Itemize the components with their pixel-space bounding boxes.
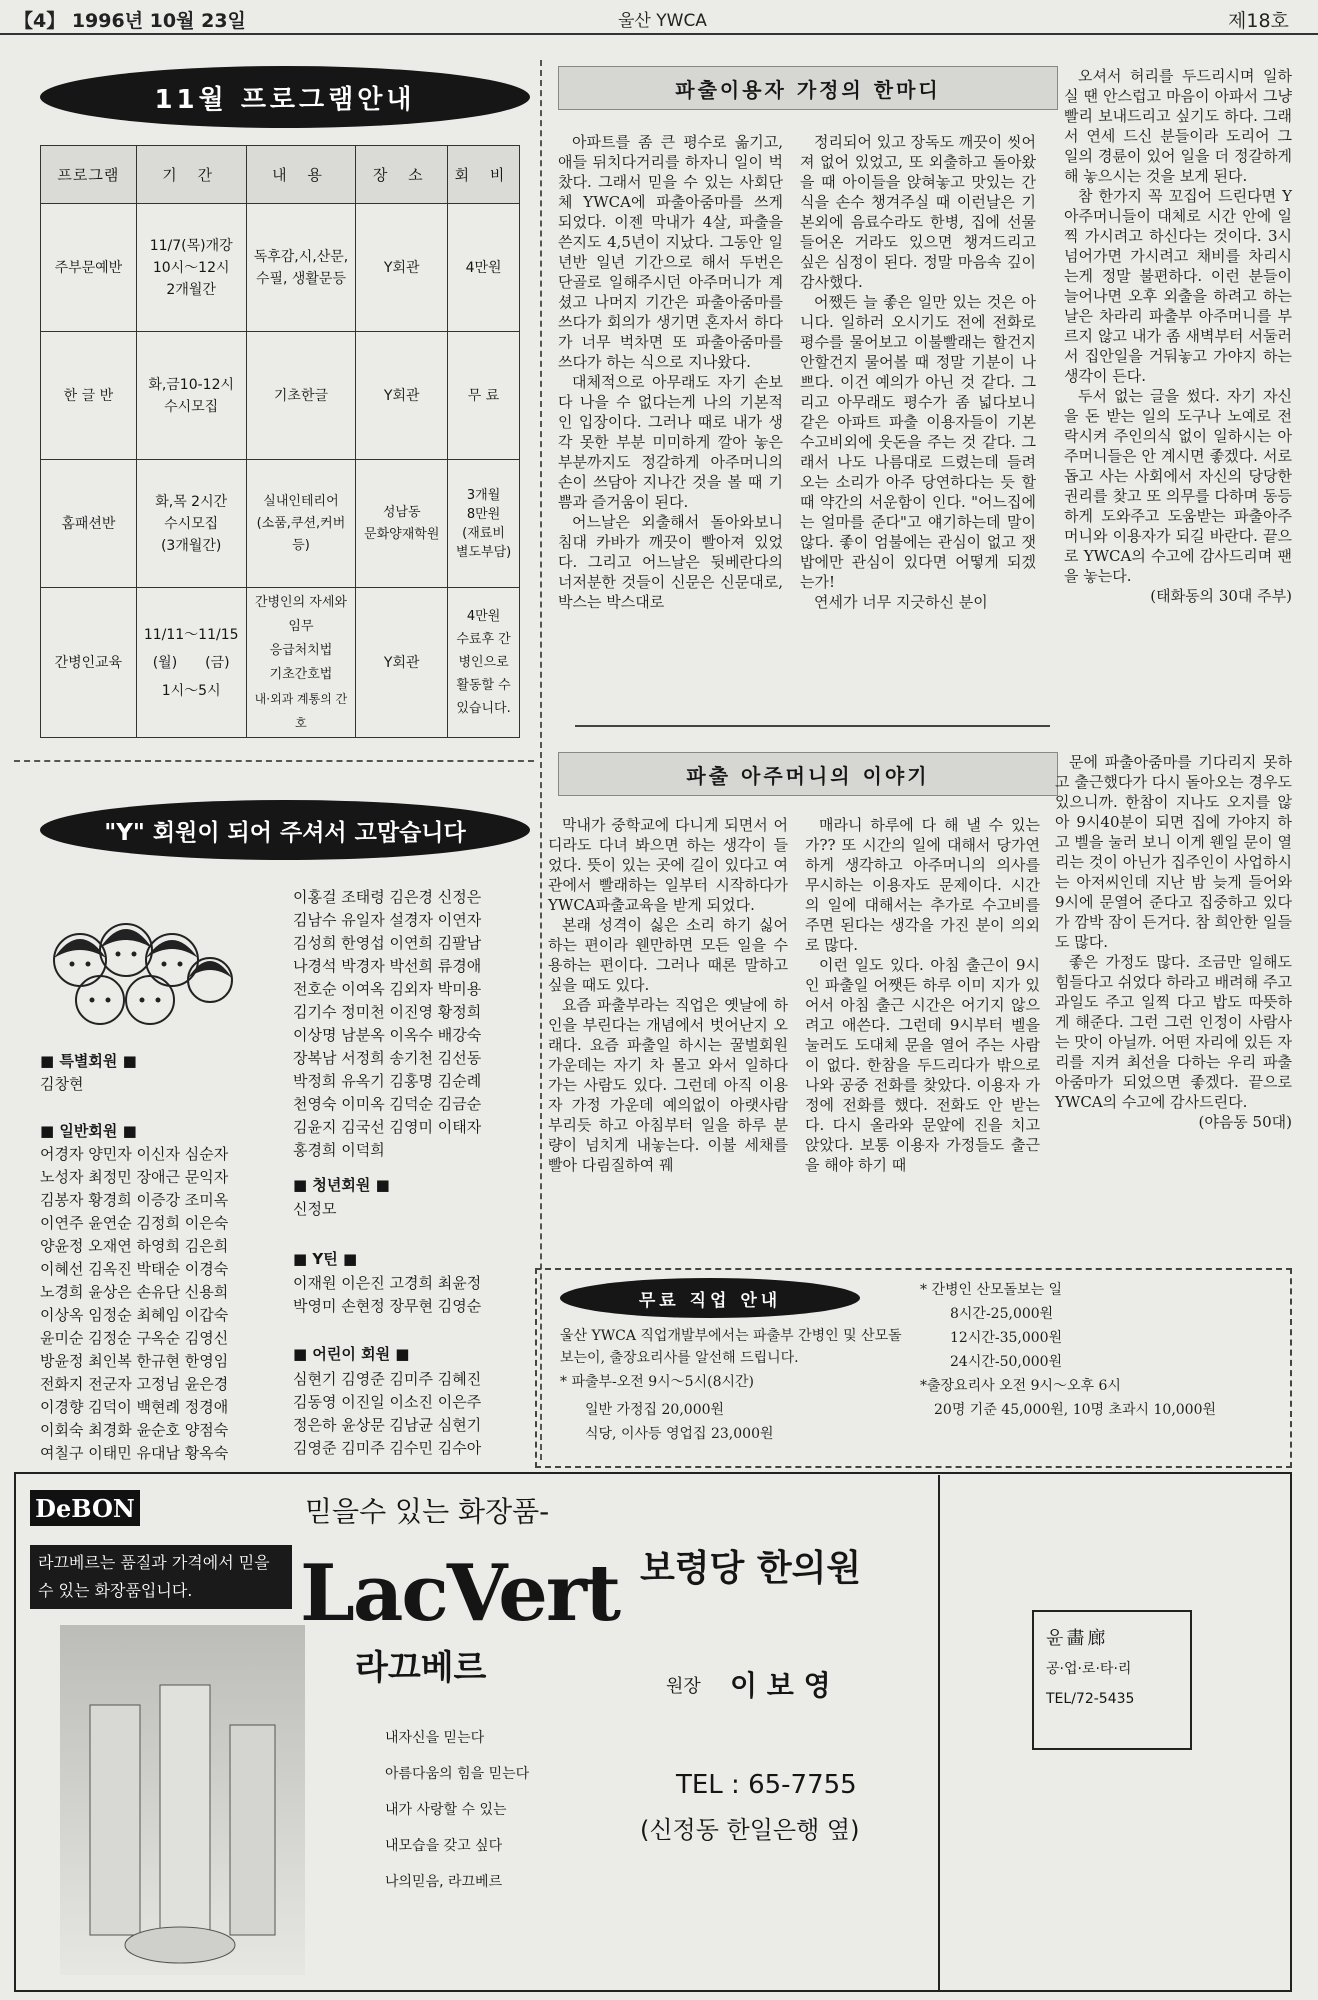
jobs-title: 무료 직업 안내: [560, 1278, 860, 1318]
program-name: 홈패션반: [41, 460, 137, 588]
article1-col3: 오셔서 허리를 두드리시며 일하실 땐 안스럽고 마음이 아파서 그냥 빨리 보내드리고 싶기도 하다. 그래서 연세 드신 분들이라 도리어 그 일의 경륜이 있어 일을 더 정갈하게 해 놓으시는 것을 보게 된다. 참 한가지 꼭 꼬집어 드린다면 Y아주머니들이 대체로 시간 안에 일찍 가시려고 하신다는 것이다. 3시 넘어가면 가시려고 채비를 차리시는게 정말 불편하다. 이런 분들이 늘어나면 오후 외출을 하려고 하는 날은 차라리 파출부 아주머니를 부르지 않고 내가 좀 새벽부터 서둘러서 집안일을 거둬놓고 가야지 하는 생각이 든다. 두서 없는 글을 썼다. 자기 자신을 돈 받는 일의 도구나 노예로 전락시켜 주인의식 없이 일하시는 아주머니들은 안 계시면 좋겠다. 서로 돕고 사는 사회에서 자신의 당당한 권리를 찾고 또 의무를 다하며 동등하게 도와주고 도움받는 파출아주머니와 이용자가 되길 바란다. 끝으로 YWCA의 수고에 감사드리며 팬을 놓는다. (태화동의 30대 주부): [1064, 67, 1292, 605]
kids-member-label: ■ 어린이 회원 ■: [293, 1345, 410, 1363]
youth-member-label: ■ 청년회원 ■: [293, 1176, 390, 1194]
content-cell: 간병인의 자세와 임무 응급처치법 기초간호법 내·외과 계통의 간호: [246, 588, 356, 738]
yteen-member-label: ■ Y틴 ■: [293, 1250, 358, 1268]
lacvert-headline: 믿을수 있는 화장품-: [305, 1495, 550, 1528]
article2-signature: (야음동 50대): [1198, 1113, 1292, 1131]
article2-col3: 문에 파출아줌마를 기다리지 못하고 출근했다가 다시 돌아오는 경우도 있으니까. 한참이 지나도 오지를 않아 9시40분이 되면 집에 가야지 하고 벨을 눌러 보니 이게 웬일 문이 열리는 것이 아닌가 집주인이 사업하시는 아저씨인데 지난 밤 늦게 들어와 9시에 문열어 준다고 집중하고 있다가 깜박 잠이 든거다. 참 희안한 일들도 많다. 좋은 가정도 많다. 조금만 일해도 힘들다고 쉬었다 하라고 배려해 주고 과일도 주고 일찍 다고 밥도 따뜻하게 해준다. 그런 그런 인정이 사람사는 맛이 아닐까. 어떤 자리에 있든 자리를 지켜 최선을 다하는 우리 파출 아줌마가 되었으면 좋겠다. 끝으로 YWCA의 수고에 감사드린다. (야음동 50대): [1055, 753, 1292, 1131]
place-cell: Y회관: [356, 588, 448, 738]
article2-col1: 막내가 중학교에 다니게 되면서 어디라도 다녀 봐으면 하는 생각이 들었다. 뜻이 있는 곳에 길이 있다고 여관에서 빨래하는 일부터 시작하다가 YWCA파출교육을 받게 되었다. 본래 성격이 싫은 소리 하기 싫어하는 편이라 웬만하면 모든 일을 수용하는 편이다. 그러나 때론 말하고 싶을 때도 있다. 요즘 파출부라는 직업은 옛날에 하인을 부린다는 개념에서 벗어난지 오래다. 요즘 파출일 하시는 꿀벌회원 가운데는 자기 차 몰고 와서 일하다 가는 사람도 있다. 그런데 아직 이용자 가정 가운데 예의없이 아랫사람 부리듯 하고 아침부터 일을 하루 분량이 넘치게 내놓는다. 이불 세채를 빨아 다림질하여 꿰: [548, 816, 788, 1174]
gallery-tel: TEL/72-5435: [1046, 1691, 1135, 1707]
general-member-label: ■ 일반회원 ■: [40, 1122, 137, 1140]
article-divider: [575, 725, 1050, 727]
col-content: 내 용: [246, 146, 356, 204]
program-title: 11월 프로그램안내: [40, 66, 530, 128]
column-divider: [540, 60, 542, 1460]
fee-cell: 4만원: [448, 204, 520, 332]
fee-cell: 3개월 8만원 (재료비 별도부담): [448, 460, 520, 588]
header-rule: [0, 33, 1318, 35]
jobs-housekeeper: * 파출부-오전 9시～5시(8시간): [560, 1374, 754, 1390]
article1-col1: 아파트를 좀 큰 평수로 옮기고, 애들 뒤치다거리를 하자니 일이 벅찼다. 그래서 믿을 수 있는 사회단체 YWCA에 파출아줌마를 쓰게 되었다. 이젠 막내가 4살, 파출을 쓴지도 4,5년이 지났다. 그동안 일년반 일년 기간으로 해서 두번은 단골로 일해주시던 아주머니가 계셨고 나머지 기간은 파출아줌마를 쓰다가 회의가 생기면 혼자서 하다가 너무 벅차면 또 파출아줌마를 쓰다가 하는 식으로 지나왔다. 대체적으로 아무래도 자기 손보다 나을 수 없다는게 나의 기본적인 입장이다. 그러나 때로 내가 생각 못한 부분 미미하게 깔아 놓은 부분까지도 정갈하게 아주머니의 손이 쓰담아 지나간 것을 볼 때 기쁨과 즐거움이 된다. 어느날은 외출해서 돌아와보니 침대 카바가 깨끗이 빨아져 있었다. 그리고 어느날은 뒷베란다의 너저분한 것들이 신문은 신문대로, 박스는 박스대로: [558, 133, 783, 611]
article1-col2: 정리되어 있고 장독도 깨끗이 씻어져 없어 있었고, 또 외출하고 돌아왔을 때 아이들을 앉혀놓고 맛있는 간식을 손수 챙겨주실 때 이런날은 기본외에 음료수라도 한병, 집에 선물 들어온 거라도 있으면 챙겨드리고 싶은 심정이 된다. 정말 마음속 깊이 감사했다. 어쨌든 늘 좋은 일만 있는 것은 아니다. 일하러 오시기도 전에 전화로 평수를 물어보고 이불빨래는 할건지 안할건지 물어볼 때 정말 기분이 나쁘다. 이건 예의가 아닌 것 같다. 그리고 아무래도 평수가 좀 넓다보니 같은 아파트 파출 이용자들이 기본수고비외에 웃돈을 주는 것 같다. 그래서 나도 나름대로 드렸는데 들려오는 소리가 아주 당연하다는 듯 할 때 약간의 서운함이 인다. "어느집에는 얼마를 준다"고 얘기하는데 말이 않다. 좋이 엄불에는 관심이 없고 잿밥에만 관심이 있다면 어떻게 되겠는가! 연세가 너무 지긋하신 분이: [800, 133, 1036, 611]
place-cell: Y회관: [356, 204, 448, 332]
program-table-header: [41, 146, 520, 204]
page-header-date: 【4】 1996년 10월 23일: [14, 10, 246, 32]
content-cell: 독후감,시,산문, 수필, 생활문등: [246, 204, 356, 332]
members-illustration-icon: [40, 900, 240, 1040]
paper-name: 울산 YWCA: [618, 11, 707, 31]
clinic-director: 이 보 영: [730, 1669, 831, 1702]
lacvert-korean: 라끄베르: [355, 1648, 487, 1688]
cosmetic-bottles-icon: [60, 1625, 305, 1975]
col-place: 장 소: [356, 146, 448, 204]
gallery-ad: [1032, 1610, 1192, 1750]
special-member-label: ■ 특별회원 ■: [40, 1052, 137, 1070]
period-cell: 11/7(목)개강 10시～12시 2개월간: [136, 204, 246, 332]
general-member-list-left: 어경자 양민자 이신자 심순자 노성자 최정민 장애근 문익자 김봉자 황경희 이증강 조미옥 이연주 윤연순 김정희 이은숙 양윤정 오재연 하영희 김은희 이혜선 김옥진 박태순 이경숙 노경희 윤상은 손유단 신용희 이상옥 임정순 최혜임 이갑숙 윤미순 김정순 구옥순 김영신 방윤정 최인복 한규현 한영임 전화지 전군자 고정님 윤은경 이경향 김덕이 백현례 정경애 이회숙 최경화 윤순호 양점숙 여칠구 이태민 유대남 황옥숙: [40, 1145, 229, 1462]
jobs-housekeeper-rates: 일반 가정집 20,000원 식당, 이사등 영업집 23,000원: [585, 1402, 774, 1442]
product-photo: [60, 1625, 305, 1975]
debon-logo: DeBON: [30, 1490, 140, 1526]
youth-member-list: 신정모: [293, 1200, 337, 1218]
section-divider: [14, 760, 534, 762]
article1-signature: (태화동의 30대 주부): [1150, 587, 1292, 605]
period-cell: 화,금10-12시 수시모집: [136, 332, 246, 460]
issue-number: 제18호: [1228, 10, 1289, 32]
article2-title: 파출 아주머니의 이야기: [558, 752, 1058, 796]
program-name: 주부문예반: [41, 204, 137, 332]
place-cell: Y회관: [356, 332, 448, 460]
period-cell: 화,목 2시간 수시모집 (3개월간): [136, 460, 246, 588]
lacvert-slogan: 내자신을 믿는다 아름다움의 힘을 믿는다 내가 사랑할 수 있는 내모습을 갖고 싶다 나의믿음, 라끄베르: [385, 1730, 530, 1890]
table-row: [41, 332, 520, 460]
general-member-list-right: 이홍걸 조태령 김은경 신정은 김남수 유일자 설경자 이연자 김성희 한영섭 이연희 김팔남 나경석 박경자 박선희 류경애 전호순 이여옥 김외자 박미용 김기수 정미천 이진영 황정희 이상명 남분옥 이옥수 배강숙 장복남 서정희 송기천 김선동 박정희 유옥기 김홍명 김순례 천영숙 이미옥 김덕순 김금순 김윤지 김국선 김영미 이태자 홍경희 이덕희: [293, 888, 482, 1159]
place-cell: 성남동 문화양재학원: [356, 460, 448, 588]
clinic-director-label: 원장: [666, 1676, 701, 1697]
col-program: 프로그램: [41, 146, 137, 204]
program-name: 간병인교육: [41, 588, 137, 738]
table-row: [41, 204, 520, 332]
ad-divider: [938, 1475, 940, 1990]
clinic-location: (신정동 한일은행 옆): [640, 1816, 860, 1844]
kids-member-list: 심현기 김영준 김미주 김혜진 김동영 이진일 이소진 이은주 정은하 윤상문 김남균 심현기 김영준 김미주 김수민 김수아: [293, 1370, 482, 1457]
lacvert-brand: LacVert: [300, 1548, 619, 1639]
col-fee: 회 비: [448, 146, 520, 204]
article1-title: 파출이용자 가정의 한마디: [558, 66, 1058, 110]
program-table: [40, 145, 520, 738]
table-row: [41, 588, 520, 738]
jobs-intro: 울산 YWCA 직업개발부에서는 파출부 간병인 및 산모돌보는이, 출장요리사를 알선해 드립니다.: [560, 1328, 902, 1366]
special-member-list: 김창현: [40, 1075, 84, 1093]
program-name: 한 글 반: [41, 332, 137, 460]
gallery-name: 윤畵廊: [1046, 1628, 1109, 1649]
table-row: [41, 460, 520, 588]
period-cell: 11/11～11/15 (월) (금) 1시～5시: [136, 588, 246, 738]
debon-tagline: 라끄베르는 품질과 가격에서 믿을 수 있는 화장품입니다.: [30, 1545, 292, 1609]
members-title: "Y" 회원이 되어 주셔서 고맙습니다: [40, 800, 530, 860]
content-cell: 기초한글: [246, 332, 356, 460]
content-cell: 실내인테리어 (소품,쿠션,커버등): [246, 460, 356, 588]
clinic-name: 보령당 한의원: [640, 1548, 862, 1589]
col-period: 기 간: [136, 146, 246, 204]
gallery-subtitle: 공·업·로·타·리: [1046, 1661, 1132, 1677]
jobs-caregiver: * 간병인 산모돌보는 일 8시간-25,000원 12시간-35,000원 24시간-50,000원 *출장요리사 오전 9시～오후 6시 20명 기준 45,000원, 10명 초과시 10,000원: [920, 1282, 1217, 1418]
clinic-tel: TEL : 65-7755: [676, 1770, 857, 1800]
fee-cell: 무 료: [448, 332, 520, 460]
article2-col2: 매라니 하루에 다 해 낼 수 있는가?? 또 시간의 일에 대해서 당가연하게 생각하고 아주머니의 의사를 무시하는 이용자도 문제이다. 시간의 일에 대해서는 추가로 수고비를 주면 된다는 생각을 가진 분이 의외로 많다. 이런 일도 있다. 아침 출근이 9시인 파출일 어쨋든 하루 이미 지가 있어서 아침 출근 시간은 어기지 않으려고 애쓴다. 그런데 9시부터 벨을 눌러도 도대체 문을 열어 주는 사람이 없다. 한참을 두드리다가 밖으로 나와 공중 전화를 찾았다. 이용자 가정에 전화를 했다. 전화도 안 받는다. 다시 올라와 문앞에 진을 치고 앉았다. 보통 이용자 가정들도 출근을 해야 하기 때: [805, 816, 1040, 1174]
fee-cell: 4만원 수료후 간 병인으로 활동할 수 있습니다.: [448, 588, 520, 738]
yteen-member-list: 이재원 이은진 고경희 최윤정 박영미 손현정 장무현 김영순: [293, 1274, 482, 1315]
